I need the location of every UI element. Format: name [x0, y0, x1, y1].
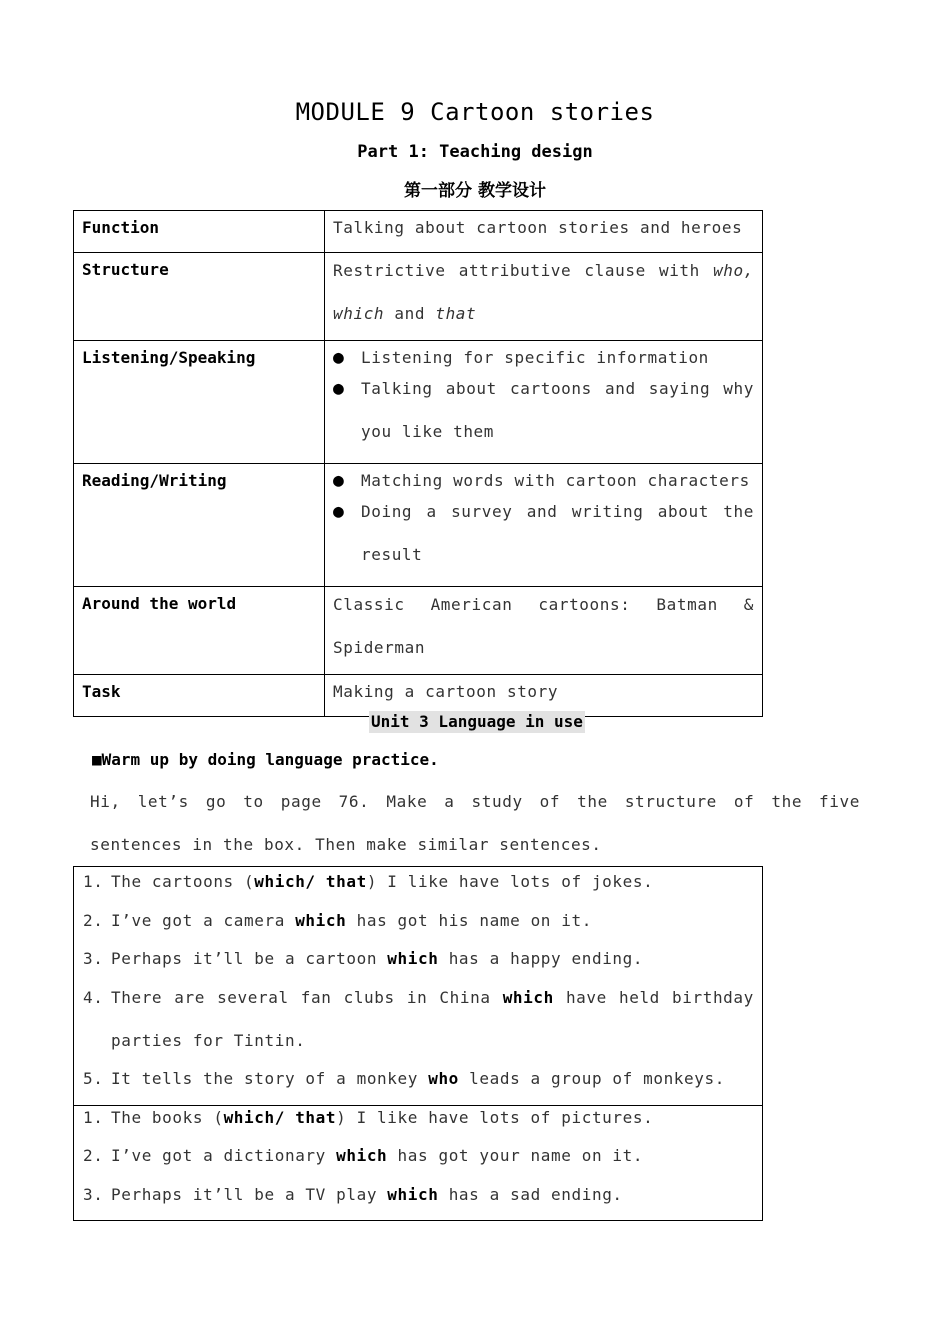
- table-row: [74, 341, 763, 464]
- sentence-line: [83, 988, 754, 1007]
- table-row: [74, 211, 763, 253]
- row-key: Around the world: [74, 587, 325, 675]
- line-number: 2.: [83, 1146, 104, 1165]
- bullet-item: ● Listening for specific information: [333, 346, 754, 370]
- word: are: [174, 988, 205, 1007]
- line-number: 5.: [83, 1069, 104, 1088]
- sentence-text: ) I like have lots of pictures.: [336, 1108, 654, 1127]
- practice-sentences-box: [73, 1104, 763, 1221]
- sentence-text: The books (: [111, 1108, 224, 1127]
- keyword: which/ that: [254, 872, 367, 891]
- keyword: which: [295, 911, 347, 930]
- justified-line: [111, 988, 754, 1007]
- word: China: [439, 988, 491, 1007]
- page-title: MODULE 9 Cartoon stories: [295, 98, 655, 126]
- bullet-item: ● Matching words with cartoon characters: [333, 469, 754, 493]
- table-row: [74, 464, 763, 587]
- keyword: which/ that: [223, 1108, 337, 1127]
- unit-title: Unit 3 Language in use: [371, 712, 583, 731]
- sentence-text: has got your name on it.: [387, 1146, 644, 1165]
- keyword-who: who,: [713, 261, 754, 280]
- sentence-line: [83, 1069, 725, 1088]
- sentence-text: ) I like have lots of jokes.: [366, 872, 654, 891]
- row-value: [325, 253, 763, 341]
- part-title-chinese: 第一部分 教学设计: [404, 181, 546, 201]
- sentence-text: has a happy ending.: [438, 949, 644, 968]
- row-key: Listening/Speaking: [74, 341, 325, 464]
- word: held: [618, 988, 660, 1007]
- sentence-line: [83, 911, 592, 930]
- row-value: [325, 464, 763, 587]
- bullet-item: ● Doing a survey and writing about the result: [333, 490, 754, 576]
- table-row: [74, 587, 763, 675]
- word: There: [111, 988, 163, 1007]
- sentence-line: [83, 1185, 623, 1204]
- line-number: 4.: [83, 988, 104, 1007]
- row-value: Making a cartoon story: [325, 675, 763, 717]
- keyword: which: [387, 1185, 439, 1204]
- table-row: [74, 253, 763, 341]
- warm-up-heading: ■Warm up by doing language practice.: [92, 750, 439, 769]
- row-key: Task: [74, 675, 325, 717]
- line-number: 1.: [83, 1108, 104, 1127]
- word: birthday: [672, 988, 754, 1007]
- line-number: 3.: [83, 949, 104, 968]
- keyword: which: [387, 949, 439, 968]
- keyword: who: [428, 1069, 459, 1088]
- sentence-text: Perhaps it’ll be a cartoon: [111, 949, 388, 968]
- row-key: Function: [74, 211, 325, 253]
- sentence-line: [83, 949, 643, 968]
- sentence-text: has a sad ending.: [438, 1185, 623, 1204]
- sentence-text: I’ve got a dictionary: [111, 1146, 337, 1165]
- row-value: [325, 341, 763, 464]
- intro-paragraph: Hi, let’s go to page 76. Make a study of the structure of the five sentences in the box. Then make similar sentences.: [90, 792, 860, 854]
- row-key: Reading/Writing: [74, 464, 325, 587]
- sentence-line: [83, 872, 653, 891]
- teaching-design-table: [73, 210, 763, 717]
- bullet-item: ● Talking about cartoons and saying why you like them: [333, 367, 754, 453]
- sentence-text: has got his name on it.: [346, 911, 592, 930]
- keyword-that: that: [435, 304, 477, 323]
- sentence-text: The cartoons (: [111, 872, 255, 891]
- word: fan: [300, 988, 332, 1007]
- word: clubs: [343, 988, 395, 1007]
- sentence-text: It tells the story of a monkey: [111, 1069, 429, 1088]
- row-value: Classic American cartoons: Batman & Spiderman: [333, 595, 754, 657]
- sentence-text: Perhaps it’ll be a TV play: [111, 1185, 388, 1204]
- sentence-line: [83, 1146, 643, 1165]
- word: have: [565, 988, 607, 1007]
- keyword: which: [336, 1146, 388, 1165]
- line-number: 1.: [83, 872, 104, 891]
- sentence-text: leads a group of monkeys.: [458, 1069, 725, 1088]
- part-title: Part 1: Teaching design: [357, 142, 593, 162]
- line-number: 2.: [83, 911, 104, 930]
- keyword-which: which: [333, 304, 385, 323]
- keyword: which: [502, 988, 554, 1007]
- sentence-text: I’ve got a camera: [111, 911, 296, 930]
- structure-and: and: [384, 304, 436, 323]
- word: several: [217, 988, 289, 1007]
- sentence-line: [83, 1108, 653, 1127]
- row-key: Structure: [74, 253, 325, 341]
- row-value: Talking about cartoon stories and heroes: [325, 211, 763, 253]
- line-number: 3.: [83, 1185, 104, 1204]
- structure-text: Restrictive attributive clause with: [333, 261, 714, 280]
- example-sentences-box: [73, 866, 763, 1106]
- sentence-continuation: parties for Tintin.: [111, 1031, 306, 1050]
- word: in: [406, 988, 428, 1007]
